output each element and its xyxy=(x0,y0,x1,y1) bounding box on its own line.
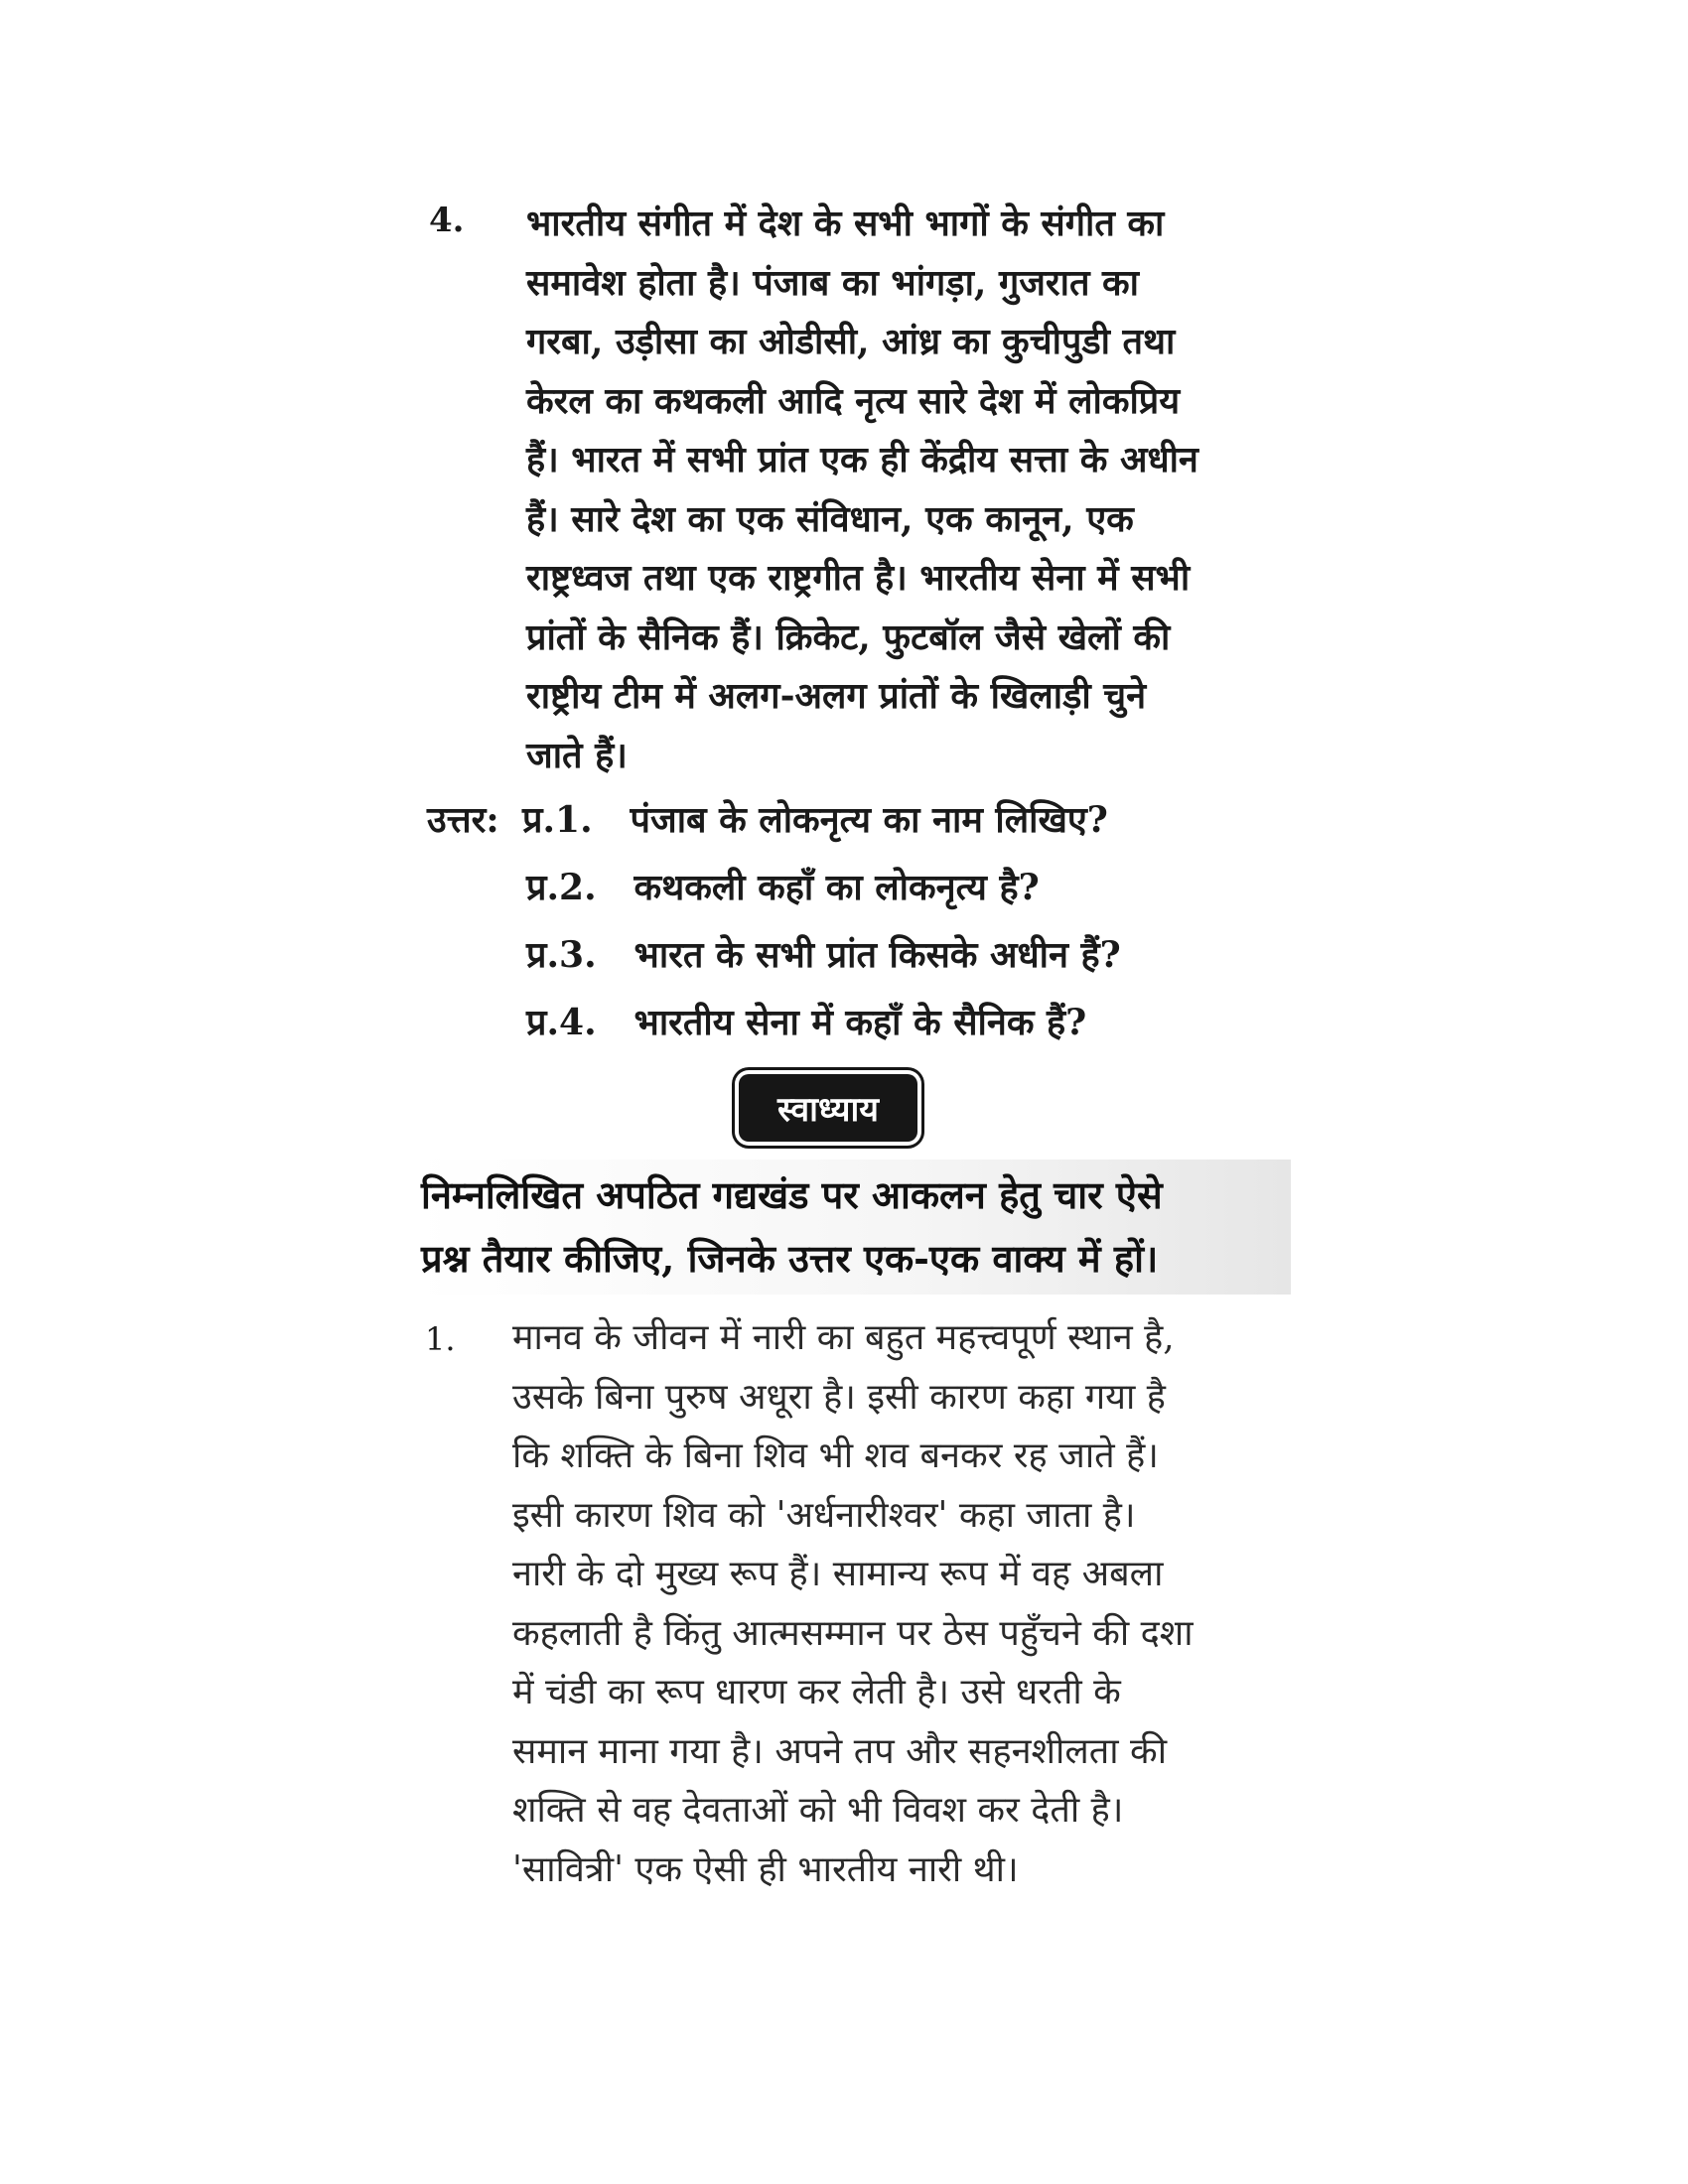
passage-1-line: शक्ति से वह देवताओं को भी विवश कर देती है। xyxy=(512,1790,1124,1831)
passage-4-line: केरल का कथकली आदि नृत्य सारे देश में लोकप्रिय xyxy=(526,379,1181,422)
instruction-line: निम्नलिखित अपठित गद्यखंड पर आकलन हेतु चार ऐसे xyxy=(421,1172,1163,1217)
instruction-line: प्रश्न तैयार कीजिए, जिनके उत्तर एक-एक वाक्य में हों। xyxy=(421,1236,1159,1281)
question-row xyxy=(522,794,1108,843)
passage-1-line: नारी के दो मुख्य रूप हैं। सामान्य रूप में वह अबला xyxy=(512,1554,1164,1594)
passage-4-text xyxy=(526,195,1241,785)
question-row xyxy=(526,997,1086,1045)
question-number: प्र.3. xyxy=(526,934,597,976)
passage-4-line: हैं। भारत में सभी प्रांत एक ही केंद्रीय सत्ता के अधीन xyxy=(526,439,1198,480)
answer-label: उत्तर: xyxy=(427,799,499,841)
passage-4-number: 4. xyxy=(429,201,465,240)
passage-4-line: भारतीय संगीत में देश के सभी भागों के संगीत का xyxy=(526,203,1165,244)
passage-1-text xyxy=(512,1308,1227,1899)
section-badge xyxy=(739,1074,917,1142)
passage-1-number: 1. xyxy=(425,1320,456,1358)
question-text: भारतीय सेना में कहाँ के सैनिक हैं? xyxy=(633,1002,1087,1043)
section-badge-label: स्वाध्याय xyxy=(777,1090,879,1130)
question-text: भारत के सभी प्रांत किसके अधीन हैं? xyxy=(633,934,1121,976)
question-number: प्र.4. xyxy=(526,1002,597,1043)
passage-1-line: कि शक्ति के बिना शिव भी शव बनकर रह जाते हैं। xyxy=(512,1435,1159,1476)
passage-4-line: गरबा, उड़ीसा का ओडीसी, आंध्र का कुचीपुडी तथा xyxy=(526,321,1176,362)
passage-4-line: जाते हैं। xyxy=(526,734,628,776)
passage-1-line: कहलाती है किंतु आत्मसम्मान पर ठेस पहुँचने की दशा xyxy=(512,1612,1194,1654)
passage-4-line: प्रांतों के सैनिक हैं। क्रिकेट, फुटबॉल जैसे खेलों की xyxy=(526,615,1171,658)
passage-4-line: समावेश होता है। पंजाब का भांगड़ा, गुजरात का xyxy=(526,261,1140,304)
passage-4-line: हैं। सारे देश का एक संविधान, एक कानून, एक xyxy=(526,497,1134,540)
passage-1-line: इसी कारण शिव को 'अर्धनारीश्वर' कहा जाता है। xyxy=(512,1494,1136,1536)
passage-1-line: उसके बिना पुरुष अधूरा है। इसी कारण कहा गया है xyxy=(512,1376,1166,1418)
passage-1-line: मानव के जीवन में नारी का बहुत महत्त्वपूर्ण स्थान है, xyxy=(512,1317,1175,1358)
passage-1-line: समान माना गया है। अपने तप और सहनशीलता की xyxy=(512,1730,1168,1772)
question-text: कथकली कहाँ का लोकनृत्य है? xyxy=(633,867,1040,908)
passage-1-line: 'सावित्री' एक ऐसी ही भारतीय नारी थी। xyxy=(512,1848,1019,1890)
question-row xyxy=(526,862,1040,910)
question-number: प्र.1. xyxy=(522,799,593,841)
passage-4-line: राष्ट्रीय टीम में अलग-अलग प्रांतों के खिलाड़ी चुने xyxy=(526,675,1147,717)
instruction-box xyxy=(415,1160,1291,1295)
question-number: प्र.2. xyxy=(526,867,597,908)
question-row xyxy=(526,929,1121,978)
passage-4-line: राष्ट्रध्वज तथा एक राष्ट्रगीत है। भारतीय सेना में सभी xyxy=(526,557,1191,599)
passage-1-line: में चंडी का रूप धारण कर लेती है। उसे धरती के xyxy=(512,1672,1121,1712)
question-text: पंजाब के लोकनृत्य का नाम लिखिए? xyxy=(630,799,1108,841)
